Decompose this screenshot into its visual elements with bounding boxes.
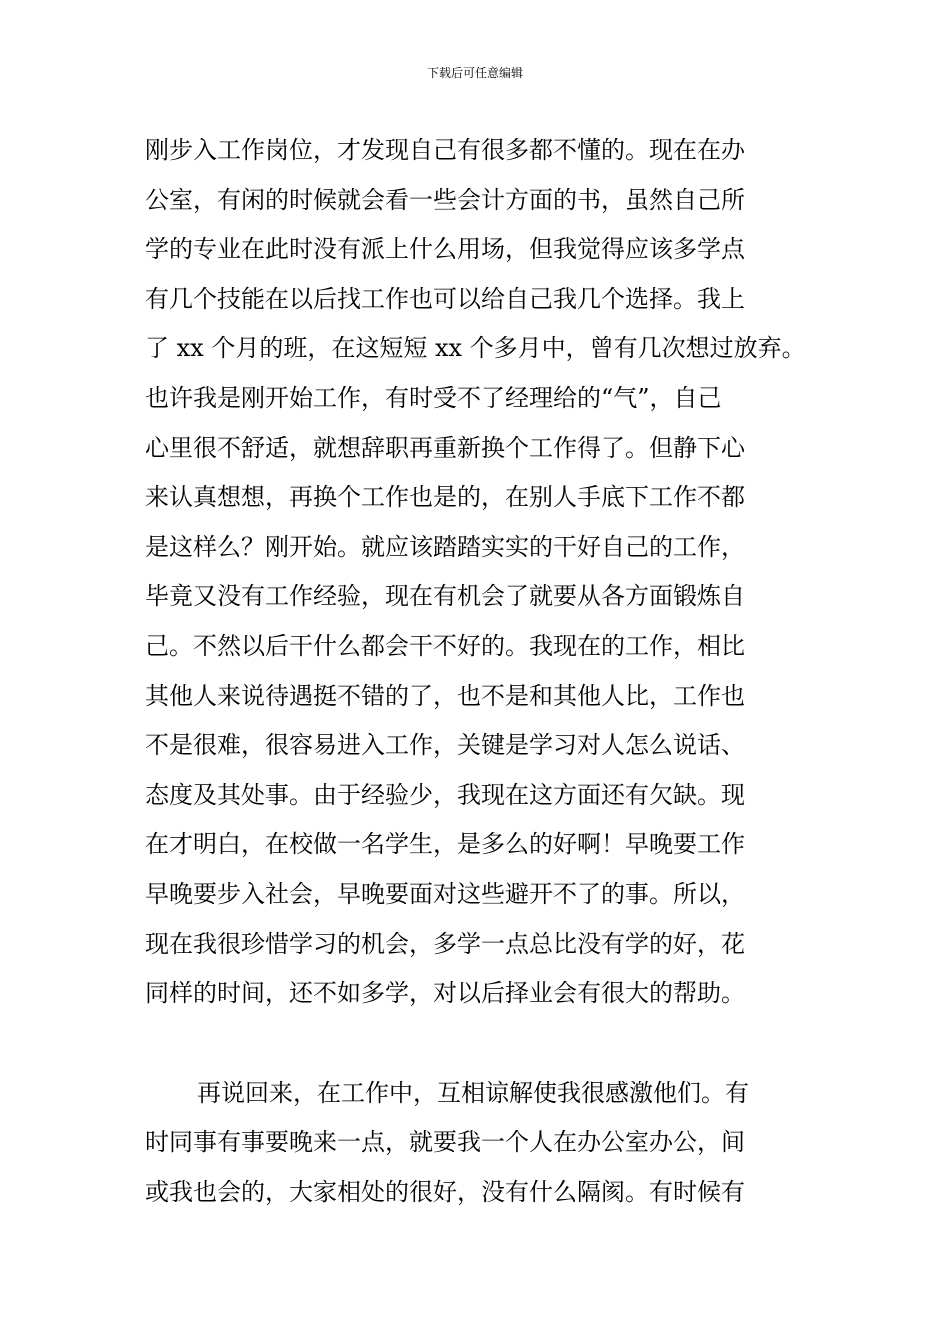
text-line: 了 xx 个月的班，在这短短 xx 个多月中，曾有几次想过放弃。 bbox=[145, 334, 806, 363]
text-line: 同样的时间，还不如多学，对以后择业会有很大的帮助。 bbox=[145, 979, 745, 1008]
text-line: 刚步入工作岗位，才发现自己有很多都不懂的。现在在办 bbox=[145, 136, 745, 164]
text-line: 己。不然以后干什么都会干不好的。我现在的工作，相比 bbox=[145, 631, 745, 660]
text-line: 学的专业在此时没有派上什么用场，但我觉得应该多学点 bbox=[145, 235, 745, 264]
paragraph-1 bbox=[145, 126, 815, 1019]
text-line: 再说回来，在工作中，互相谅解使我很感激他们。有 bbox=[197, 1078, 749, 1107]
text-line: 有几个技能在以后找工作也可以给自己我几个选择。我上 bbox=[145, 284, 745, 313]
text-line: 毕竟又没有工作经验，现在有机会了就要从各方面锻炼自 bbox=[145, 582, 745, 611]
text-line: 来认真想想，再换个工作也是的，在别人手底下工作不都 bbox=[145, 483, 745, 512]
text-line: 心里很不舒适，就想辞职再重新换个工作得了。但静下心 bbox=[145, 433, 745, 462]
text-line: 现在我很珍惜学习的机会，多学一点总比没有学的好，花 bbox=[145, 929, 745, 958]
text-line: 是这样么？刚开始。就应该踏踏实实的干好自己的工作， bbox=[145, 532, 745, 561]
text-line: 公室，有闲的时候就会看一些会计方面的书，虽然自己所 bbox=[145, 185, 745, 214]
page-header: 下载后可任意编辑 bbox=[426, 66, 523, 80]
text-line: 或我也会的，大家相处的很好，没有什么隔阂。有时候有 bbox=[145, 1177, 745, 1206]
text-line: 时同事有事要晚来一点，就要我一个人在办公室办公，间 bbox=[145, 1128, 745, 1157]
text-line: 也许我是刚开始工作，有时受不了经理给的“气”，自己 bbox=[145, 383, 722, 412]
paragraph-2 bbox=[145, 1069, 815, 1218]
text-line: 在才明白，在校做一名学生，是多么的好啊！早晚要工作 bbox=[145, 830, 745, 859]
text-line: 早晚要步入社会，早晚要面对这些避开不了的事。所以， bbox=[145, 879, 745, 908]
paragraph-gap bbox=[145, 1019, 815, 1069]
text-line: 态度及其处事。由于经验少，我现在这方面还有欠缺。现 bbox=[145, 780, 745, 809]
text-line: 其他人来说待遇挺不错的了，也不是和其他人比，工作也 bbox=[145, 681, 745, 710]
document-body bbox=[145, 126, 815, 1217]
text-line: 不是很难，很容易进入工作，关键是学习对人怎么说话、 bbox=[145, 731, 745, 760]
